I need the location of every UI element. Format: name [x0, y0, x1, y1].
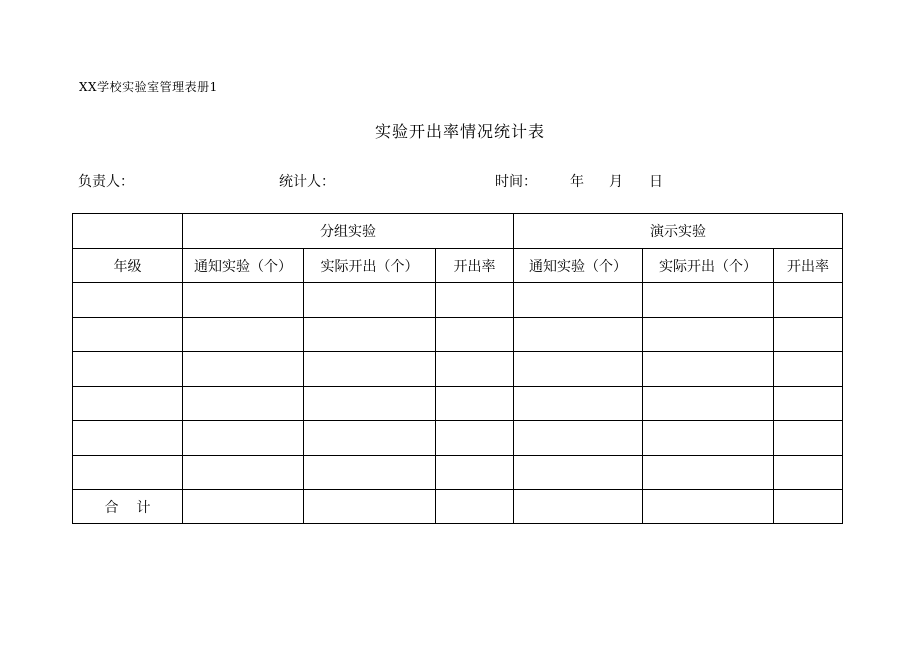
table-cell[interactable]: [514, 490, 643, 524]
table-cell[interactable]: [436, 283, 514, 318]
demo-experiment-header: 演示实验: [514, 214, 843, 249]
table-cell[interactable]: [436, 386, 514, 421]
group-rate-header: 开出率: [436, 249, 514, 283]
table-cell[interactable]: [774, 490, 843, 524]
table-cell[interactable]: [774, 283, 843, 318]
demo-actual-header: 实际开出（个）: [643, 249, 774, 283]
table-cell[interactable]: [304, 352, 436, 387]
total-label: 合计: [73, 490, 183, 524]
table-cell[interactable]: [183, 283, 304, 318]
table-cell[interactable]: [304, 490, 436, 524]
table-cell[interactable]: [774, 455, 843, 490]
table-cell[interactable]: [73, 352, 183, 387]
table-cell[interactable]: [436, 490, 514, 524]
table-cell[interactable]: [183, 490, 304, 524]
table-row: [73, 352, 843, 387]
table-cell[interactable]: [643, 283, 774, 318]
group-experiment-header: 分组实验: [183, 214, 514, 249]
table-cell[interactable]: [436, 421, 514, 456]
table-row: [73, 386, 843, 421]
table-cell[interactable]: [514, 386, 643, 421]
table-row: [73, 421, 843, 456]
day-label: 日: [649, 174, 663, 190]
table-cell[interactable]: [73, 421, 183, 456]
year-label: 年: [570, 174, 584, 190]
table-cell[interactable]: [183, 455, 304, 490]
table-cell[interactable]: [304, 317, 436, 352]
table-column-header-row: [73, 249, 843, 283]
month-label: 月: [609, 174, 623, 190]
table-group-header-row: [73, 214, 843, 249]
table-cell[interactable]: [436, 352, 514, 387]
statistician-label: 统计人：: [279, 174, 335, 190]
group-actual-header: 实际开出（个）: [304, 249, 436, 283]
demo-notified-header: 通知实验（个）: [514, 249, 643, 283]
table-cell[interactable]: [643, 455, 774, 490]
table-cell[interactable]: [643, 490, 774, 524]
table-cell[interactable]: [304, 455, 436, 490]
table-row: [73, 317, 843, 352]
table-cell[interactable]: [514, 317, 643, 352]
table-cell[interactable]: [73, 386, 183, 421]
table-cell[interactable]: [183, 421, 304, 456]
table-cell[interactable]: [73, 455, 183, 490]
table-cell[interactable]: [643, 317, 774, 352]
table-cell[interactable]: [514, 455, 643, 490]
table-total-row: [73, 490, 843, 524]
grade-header: 年级: [73, 249, 183, 283]
page-title: 实验开出率情况统计表: [374, 122, 545, 141]
table-cell[interactable]: [514, 283, 643, 318]
table-cell[interactable]: [774, 317, 843, 352]
table-cell[interactable]: [643, 352, 774, 387]
table-cell[interactable]: [73, 283, 183, 318]
table-cell[interactable]: [643, 421, 774, 456]
time-label: 时间：: [495, 174, 537, 190]
table-cell[interactable]: [304, 283, 436, 318]
table-cell[interactable]: [774, 386, 843, 421]
table-row: [73, 455, 843, 490]
table-cell[interactable]: [183, 317, 304, 352]
group-notified-header: 通知实验（个）: [183, 249, 304, 283]
table-cell[interactable]: [643, 386, 774, 421]
header-note: XX学校实验室管理表册1: [79, 80, 218, 94]
table-cell[interactable]: [183, 352, 304, 387]
responsible-label: 负责人：: [78, 174, 134, 190]
table-cell[interactable]: [436, 455, 514, 490]
table-cell[interactable]: [436, 317, 514, 352]
table-cell[interactable]: [774, 421, 843, 456]
table-cell[interactable]: [183, 386, 304, 421]
table-cell[interactable]: [774, 352, 843, 387]
table-cell[interactable]: [514, 421, 643, 456]
table-cell[interactable]: [514, 352, 643, 387]
statistics-table: [72, 213, 843, 524]
table-row: [73, 283, 843, 318]
empty-corner-cell: [73, 214, 183, 249]
table-cell[interactable]: [73, 317, 183, 352]
demo-rate-header: 开出率: [774, 249, 843, 283]
table-cell[interactable]: [304, 386, 436, 421]
table-cell[interactable]: [304, 421, 436, 456]
